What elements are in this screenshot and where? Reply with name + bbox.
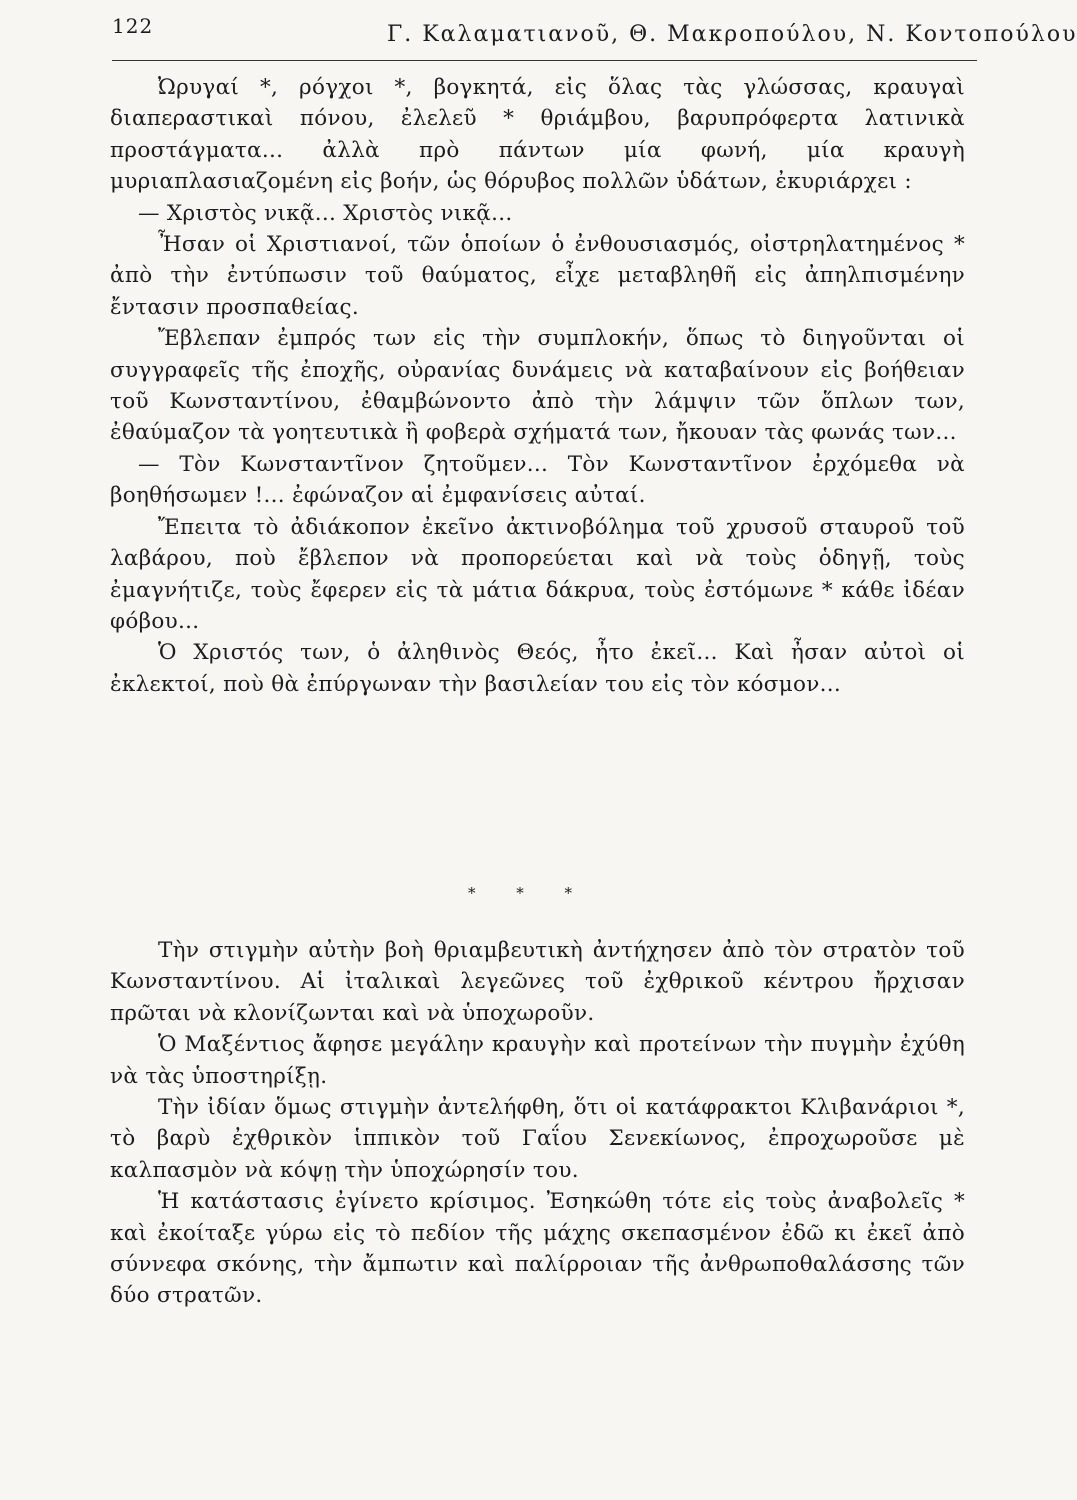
- section-separator: * * *: [467, 884, 591, 902]
- paragraph: Ὁ Χριστός των, ὁ ἀληθινὸς Θεός, ἦτο ἐκεῖ... Καὶ ἦσαν αὐτοὶ οἱ ἐκλεκτοί, ποὺ θὰ ἐπύργωναν τὴν βασιλείαν του εἰς τὸν κόσμον...: [110, 640, 965, 697]
- paragraph: Ὁ Μαξέντιος ἄφησε μεγάλην κραυγὴν καὶ προτείνων τὴν πυγμὴν ἐχύθη νὰ τὰς ὑποστηρίξῃ.: [110, 1032, 965, 1089]
- paragraph: — Τὸν Κωνσταντῖνον ζητοῦμεν... Τὸν Κωνσταντῖνον ἐρχόμεθα νὰ βοηθήσωμεν !... ἐφώναζον αἱ ἐμφανίσεις αὐταί.: [110, 451, 965, 509]
- header-rule: [112, 60, 977, 61]
- paragraph: Τὴν ἰδίαν ὅμως στιγμὴν ἀντελήφθη, ὅτι οἱ κατάφρακτοι Κλιβανάριοι *, τὸ βαρὺ ἐχθρικὸν ἱππικὸν τοῦ Γαΐου Σενεκίωνος, ἐπροχωροῦσε μὲ καλπασμὸν νὰ κόψῃ τὴν ὑποχώρησίν του.: [110, 1095, 965, 1183]
- running-head-authors: Γ. Καλαματιανοῦ, Θ. Μακροπούλου, Ν. Κοντοπούλου: [387, 22, 1077, 47]
- paragraph: Ὠρυγαί *, ρόγχοι *, βογκητά, εἰς ὅλας τὰς γλώσσας, κραυγαὶ διαπεραστικαὶ πόνου, ἐλελεῦ * θριάμβου, βαρυπρόφερτα λατινικὰ προστάγματα... ἀλλὰ πρὸ πάντων μία φωνή, μία κραυγὴ μυριαπλασιαζομένη εἰς βοήν, ὡς θόρυβος πολλῶν ὑδάτων, ἐκυριάρχει :: [110, 75, 965, 195]
- paragraph: Ἔβλεπαν ἐμπρός των εἰς τὴν συμπλοκήν, ὅπως τὸ διηγοῦνται οἱ συγγραφεῖς τῆς ἐποχῆς, οὐρανίας δυνάμεις νὰ καταβαίνουν εἰς βοήθειαν τοῦ Κωνσταντίνου, ἐθαμβώνοντο ἀπὸ τὴν λάμψιν τῶν ὅπλων των, ἐθαύμαζον τὰ γοητευτικὰ ἢ φοβερὰ σχήματά των, ἤκουαν τὰς φωνάς των...: [110, 326, 965, 446]
- paragraph: Ἡ κατάστασις ἐγίνετο κρίσιμος. Ἐσηκώθη τότε εἰς τοὺς ἀναβολεῖς * καὶ ἐκοίταξε γύρω εἰς τὸ πεδίον τῆς μάχης σκεπασμένον ἐδῶ κι ἐκεῖ ἀπὸ σύννεφα σκόνης, τὴν ἄμπωτιν καὶ παλίρροιαν τῆς ἀνθρωποθαλάσσης τῶν δύο στρατῶν.: [110, 1189, 965, 1309]
- page-header: [112, 14, 1077, 56]
- page-number: 122: [112, 14, 154, 38]
- paragraph: Τὴν στιγμὴν αὐτὴν βοὴ θριαμβευτικὴ ἀντήχησεν ἀπὸ τὸν στρατὸν τοῦ Κωνσταντίνου. Αἱ ἰταλικαὶ λεγεῶνες τοῦ ἐχθρικοῦ κέντρου ἤρχισαν πρῶται νὰ κλονίζωνται καὶ νὰ ὑποχωροῦν.: [110, 938, 965, 1026]
- paragraph: Ἔπειτα τὸ ἀδιάκοπον ἐκεῖνο ἀκτινοβόλημα τοῦ χρυσοῦ σταυροῦ τοῦ λαβάρου, ποὺ ἔβλεπον νὰ προπορεύεται καὶ νὰ τοὺς ὁδηγῇ, τοὺς ἐμαγνήτιζε, τοὺς ἔφερεν εἰς τὰ μάτια δάκρυα, τοὺς ἐστόμωνε * κάθε ἰδέαν φόβου...: [110, 514, 965, 634]
- paragraph: Ἦσαν οἱ Χριστιανοί, τῶν ὁποίων ὁ ἐνθουσιασμός, οἰστρηλατημένος * ἀπὸ τὴν ἐντύπωσιν τοῦ θαύματος, εἶχε μεταβληθῆ εἰς ἀπηλπισμένην ἔντασιν προσπαθείας.: [110, 232, 965, 320]
- paragraph: — Χριστὸς νικᾷ... Χριστὸς νικᾷ...: [138, 200, 513, 226]
- text-block-bottom: [110, 935, 965, 1312]
- text-block-top: [110, 72, 965, 700]
